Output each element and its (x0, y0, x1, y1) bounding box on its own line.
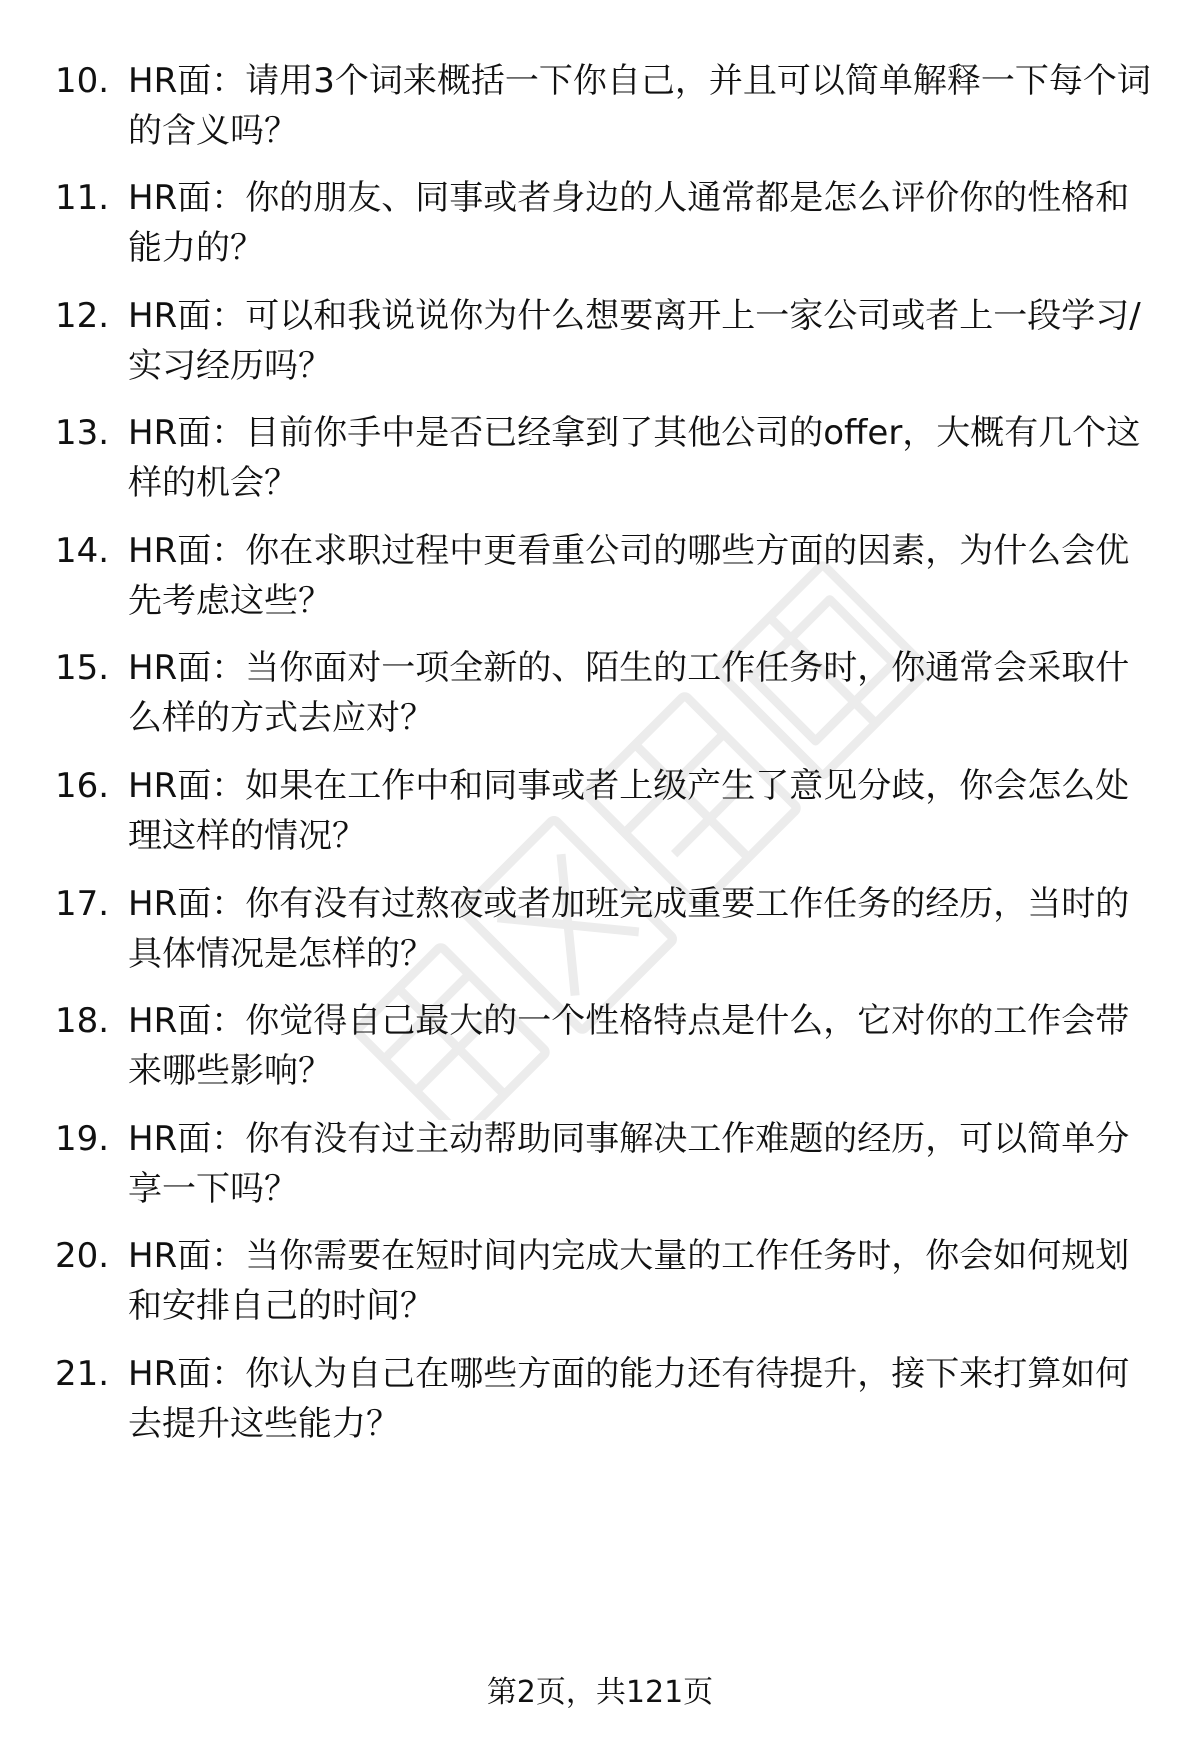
question-text: HR面：你认为自己在哪些方面的能力还有待提升，接下来打算如何去提升这些能力？ (128, 1354, 1130, 1444)
question-text: HR面：如果在工作中和同事或者上级产生了意见分歧，你会怎么处理这样的情况？ (128, 766, 1130, 856)
question-text: HR面：你的朋友、同事或者身边的人通常都是怎么评价你的性格和能力的？ (128, 178, 1130, 268)
question-item (0, 56, 1200, 156)
question-number: 18. (55, 1001, 110, 1041)
page-footer: 第2页，共121页 (486, 1675, 714, 1710)
question-text: HR面：目前你手中是否已经拿到了其他公司的offer，大概有几个这样的机会？ (128, 413, 1141, 503)
question-number: 13. (55, 413, 110, 453)
question-item (0, 526, 1200, 626)
question-item (0, 408, 1200, 508)
question-item (0, 173, 1200, 273)
question-number: 17. (55, 884, 110, 924)
question-number: 11. (55, 178, 110, 218)
question-item (0, 1349, 1200, 1449)
question-item (0, 291, 1200, 391)
question-item (0, 879, 1200, 979)
question-number: 12. (55, 296, 110, 336)
question-text: HR面：你有没有过主动帮助同事解决工作难题的经历，可以简单分享一下吗？ (128, 1119, 1130, 1209)
question-item (0, 1114, 1200, 1214)
question-text: HR面：你在求职过程中更看重公司的哪些方面的因素，为什么会优先考虑这些？ (128, 531, 1130, 621)
question-text: HR面：可以和我说说你为什么想要离开上一家公司或者上一段学习/实习经历吗？ (128, 296, 1141, 386)
question-text: HR面：你有没有过熬夜或者加班完成重要工作任务的经历，当时的具体情况是怎样的？ (128, 884, 1130, 974)
question-text: HR面：当你需要在短时间内完成大量的工作任务时，你会如何规划和安排自己的时间？ (128, 1236, 1130, 1326)
question-number: 14. (55, 531, 110, 571)
question-number: 20. (55, 1236, 110, 1276)
question-number: 19. (55, 1119, 110, 1159)
question-text: HR面：请用3个词来概括一下你自己，并且可以简单解释一下每个词的含义吗？ (128, 61, 1151, 151)
question-text: HR面：你觉得自己最大的一个性格特点是什么，它对你的工作会带来哪些影响？ (128, 1001, 1130, 1091)
question-number: 16. (55, 766, 110, 806)
question-number: 10. (55, 61, 110, 101)
question-text: HR面：当你面对一项全新的、陌生的工作任务时，你通常会采取什么样的方式去应对？ (128, 648, 1130, 738)
question-item (0, 761, 1200, 861)
question-number: 21. (55, 1354, 110, 1394)
question-item (0, 996, 1200, 1096)
question-item (0, 1231, 1200, 1331)
question-number: 15. (55, 648, 110, 688)
question-item (0, 643, 1200, 743)
